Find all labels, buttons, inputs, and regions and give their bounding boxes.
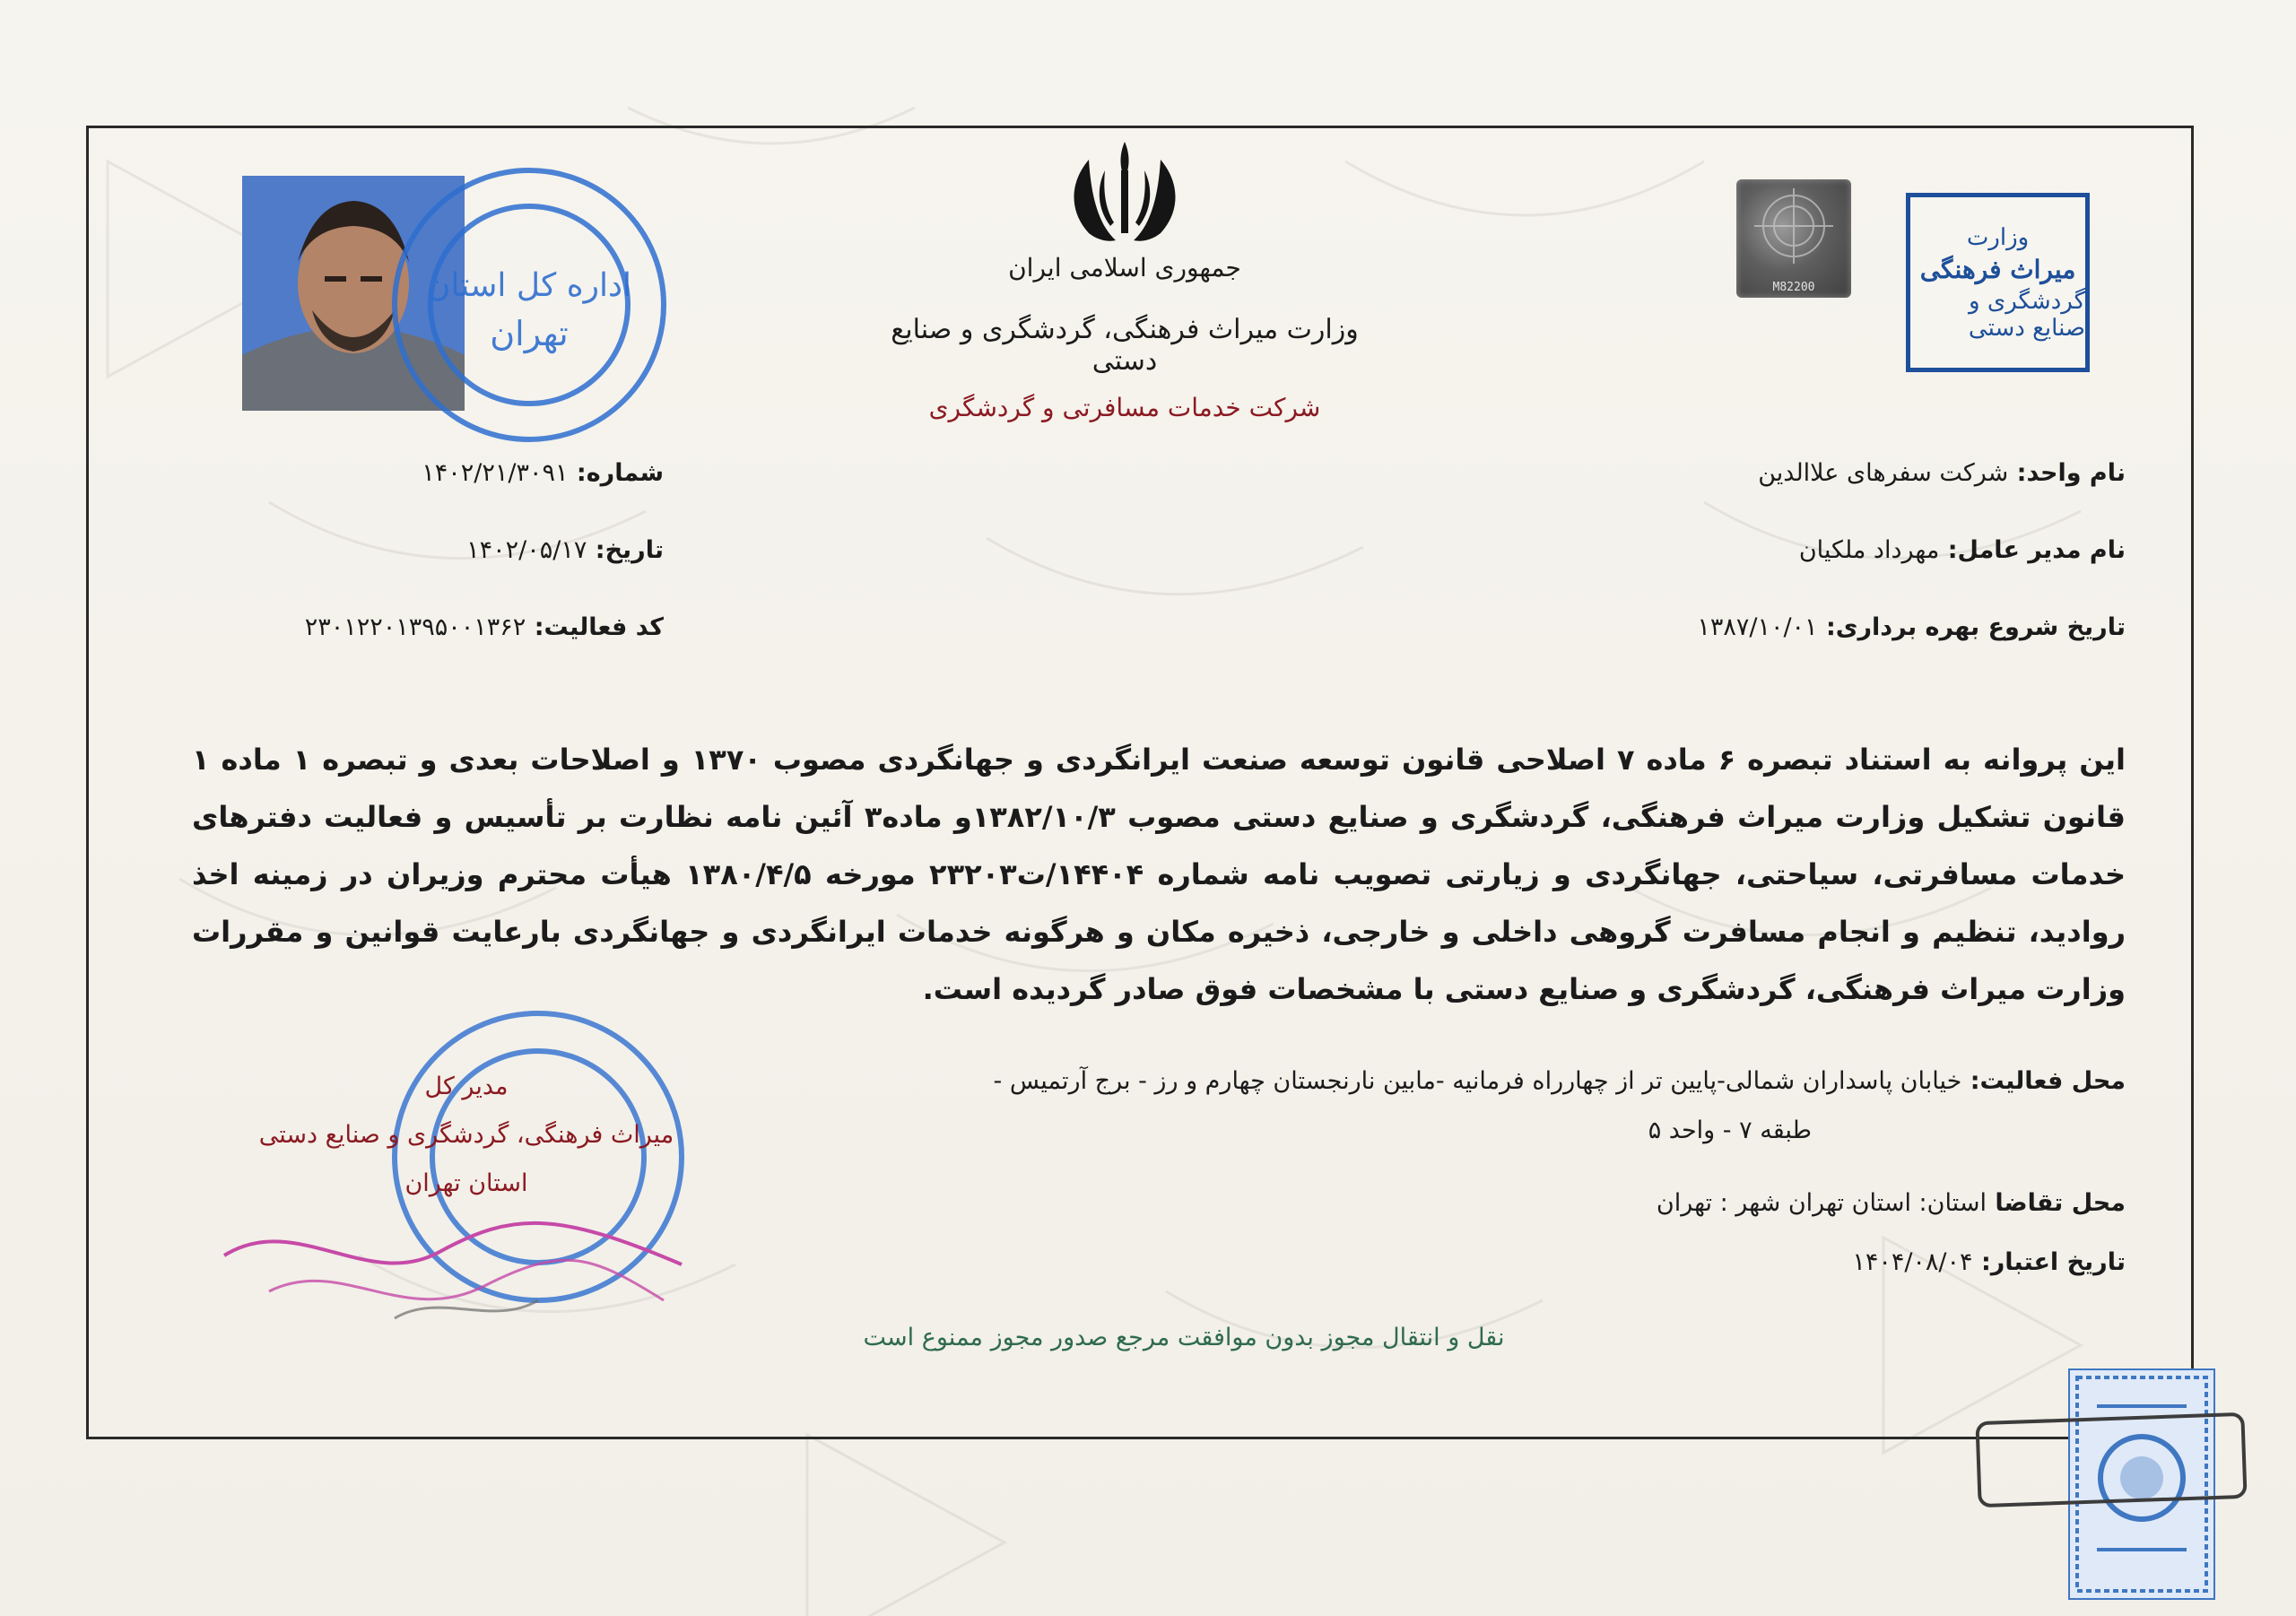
request-place bbox=[1229, 1189, 2126, 1217]
field-manager-value: مهرداد ملکیان bbox=[1798, 536, 1940, 564]
request-place-value: استان: استان تهران شهر : تهران bbox=[1656, 1189, 1987, 1217]
activity-address-label: محل فعالیت: bbox=[1970, 1067, 2126, 1095]
activity-address bbox=[870, 1067, 2126, 1095]
field-date bbox=[422, 536, 664, 564]
field-activity-code-label: کد فعالیت: bbox=[534, 613, 664, 641]
hologram-pattern-icon bbox=[1736, 179, 1851, 278]
header-ministry: وزارت میراث فرهنگی، گردشگری و صنایع دستی bbox=[891, 314, 1359, 377]
field-unit-name bbox=[1758, 459, 2126, 487]
field-manager-label: نام مدیر عامل: bbox=[1947, 536, 2126, 564]
field-date-label: تاریخ: bbox=[595, 536, 664, 564]
field-start-date bbox=[1697, 613, 2126, 641]
field-unit-name-value: شرکت سفرهای علاالدین bbox=[1758, 459, 2009, 487]
header-company-type: شرکت خدمات مسافرتی و گردشگری bbox=[928, 393, 1321, 422]
validity-value: ۱۴۰۴/۰۸/۰۴ bbox=[1852, 1248, 1973, 1276]
activity-address-line2: طبقه ۷ - واحد ۵ bbox=[1648, 1116, 1812, 1144]
rectangular-stamp bbox=[1975, 1412, 2247, 1507]
field-activity-code bbox=[287, 613, 664, 641]
stamp-top-center-2: تهران bbox=[490, 314, 569, 353]
stamp-top-center-1: اداره کل استان bbox=[426, 267, 632, 304]
field-number-label: شماره: bbox=[576, 459, 664, 487]
license-body-paragraph: این پروانه به استناد تبصره ۶ ماده ۷ اصلاحی قانون توسعه صنعت ایرانگردی و جهانگردی مصوب ۱۳۷۰ و اصلاحات بعدی و تبصره ۱ ماده ۱ قانون تشکیل وزارت میراث فرهنگی، گردشگری و صنایع دستی مصوب ۱۳۸۲/۱۰/۳و ماده۳ آئین نامه نظارت بر تأسیس و فعالیت دفترهای خدمات مسافرتی، سیاحتی، جهانگردی و زیارتی تصویب نامه شماره ۱۴۴۰۴/ت۲۳۲۰۳ مورخه ۱۳۸۰/۴/۵ هیأت محترم وزیران در زمینه اخذ روادید، تنظیم و انجام مسافرت گروهی داخلی و خارجی، ذخیره مکان و هرگونه خدمات ایرانگردی و جهانگردی بارعایت قوانین و مقررات وزارت میراث فرهنگی، گردشگری و صنایع دستی با مشخصات فوق صادر گردیده است. bbox=[192, 743, 2126, 1006]
request-place-label: محل تقاضا bbox=[1995, 1189, 2126, 1217]
manager-province: استان تهران bbox=[404, 1169, 528, 1197]
field-activity-code-value: ۲۳۰۱۲۲۰۱۳۹۵۰۰۱۳۶۲ bbox=[304, 613, 526, 641]
handwritten-signature bbox=[215, 1193, 700, 1336]
ministry-logo-line1: وزارت bbox=[1966, 223, 2030, 251]
manager-department: میراث فرهنگی، گردشگری و صنایع دستی bbox=[258, 1121, 674, 1149]
hologram-code: M82200 bbox=[1772, 281, 1815, 294]
validity-label: تاریخ اعتبار: bbox=[1980, 1248, 2126, 1276]
field-start-date-label: تاریخ شروع بهره برداری: bbox=[1825, 613, 2126, 641]
validity-date bbox=[1587, 1248, 2126, 1276]
ministry-logo-line3: گردشگری و صنایع دستی bbox=[1968, 287, 2085, 342]
activity-address-line1: خیابان پاسداران شمالی-پایین تر از چهارراه فرمانیه -مابین نارنجستان چهارم و رز - برج آرتمیس - bbox=[993, 1067, 1962, 1095]
hologram-seal bbox=[1736, 179, 1851, 298]
field-manager bbox=[1799, 536, 2126, 564]
activity-address-line2-row bbox=[1274, 1116, 1812, 1144]
field-number bbox=[422, 459, 664, 487]
ministry-logo-line2: میراث فرهنگی bbox=[1919, 254, 2076, 284]
field-start-date-value: ۱۳۸۷/۱۰/۰۱ bbox=[1697, 613, 1818, 641]
field-unit-name-label: نام واحد: bbox=[2016, 459, 2126, 487]
official-stamp-top bbox=[377, 152, 682, 457]
header-country: جمهوری اسلامی ایران bbox=[1008, 253, 1241, 282]
transfer-prohibited-note: نقل و انتقال مجوز بدون موافقت مرجع صدور مجوز ممنوع است bbox=[863, 1324, 1505, 1351]
iran-emblem-icon bbox=[1062, 135, 1187, 251]
manager-signature-block bbox=[215, 1063, 718, 1208]
manager-title: مدیر کل bbox=[424, 1073, 509, 1100]
ministry-logo bbox=[1906, 193, 2090, 372]
field-date-value: ۱۴۰۲/۰۵/۱۷ bbox=[466, 536, 587, 564]
field-number-value: ۱۴۰۲/۲۱/۳۰۹۱ bbox=[422, 459, 569, 487]
